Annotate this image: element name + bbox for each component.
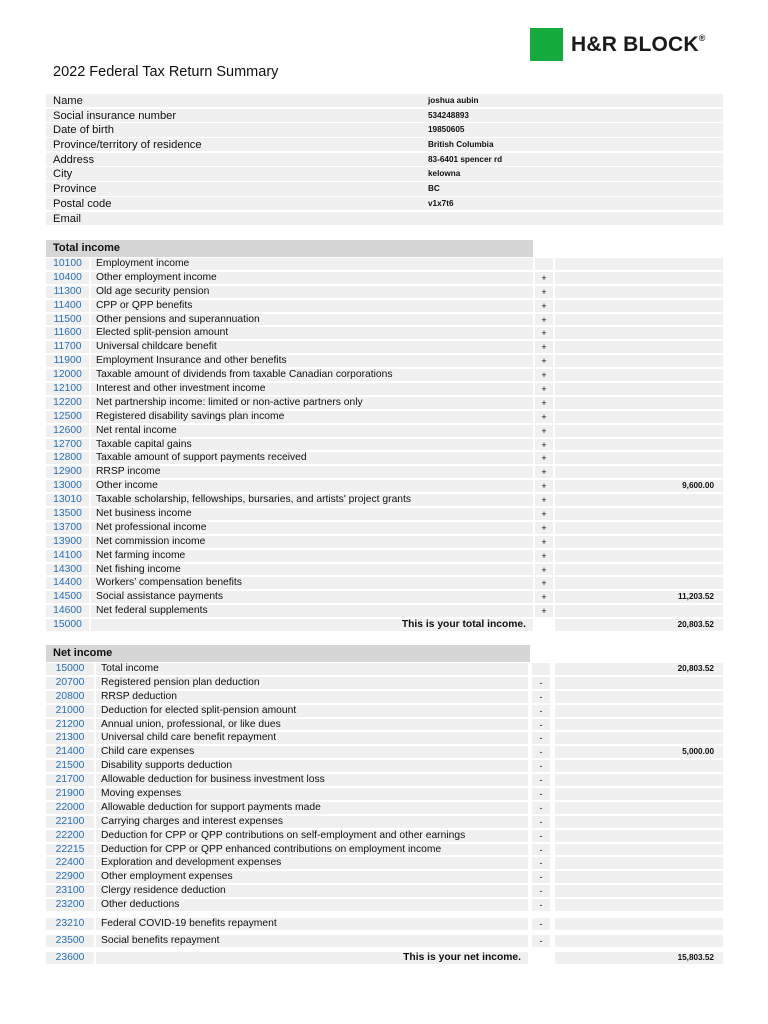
line-operator: + xyxy=(535,466,553,478)
line-operator: + xyxy=(535,508,553,520)
total-amount: 20,803.52 xyxy=(555,619,723,631)
line-code-link[interactable]: 11600 xyxy=(46,327,89,339)
line-operator: - xyxy=(532,918,550,930)
net-income-lines xyxy=(46,662,723,965)
line-description: Social benefits repayment xyxy=(96,935,528,947)
line-item xyxy=(46,590,723,604)
line-code-link[interactable]: 23200 xyxy=(46,899,94,911)
line-description: Taxable amount of support payments received xyxy=(91,452,533,464)
line-operator: - xyxy=(532,899,550,911)
line-description: Taxable scholarship, fellowships, bursaries, and artists' project grants xyxy=(91,494,533,506)
title-year: 2022 xyxy=(53,64,86,80)
net-income-section xyxy=(46,645,723,965)
info-value: 19850605 xyxy=(418,123,723,136)
line-item xyxy=(46,438,723,452)
line-operator: + xyxy=(535,411,553,423)
info-label: Province xyxy=(46,182,423,195)
info-label: Name xyxy=(46,94,423,107)
line-description: Employment income xyxy=(91,258,533,270)
line-amount xyxy=(555,425,723,437)
line-operator: - xyxy=(532,844,550,856)
line-operator: - xyxy=(532,802,550,814)
line-amount xyxy=(555,705,723,717)
info-label: Date of birth xyxy=(46,123,423,136)
title-text: Federal Tax Return Summary xyxy=(89,64,279,80)
line-operator: + xyxy=(535,452,553,464)
line-operator: + xyxy=(535,314,553,326)
line-amount xyxy=(555,691,723,703)
line-operator: - xyxy=(532,871,550,883)
line-amount xyxy=(555,314,723,326)
line-description: Interest and other investment income xyxy=(91,383,533,395)
line-item xyxy=(46,884,723,898)
line-description: Allowable deduction for support payments made xyxy=(96,802,528,814)
line-code-link[interactable]: 22900 xyxy=(46,871,94,883)
line-amount xyxy=(555,802,723,814)
line-code-link[interactable]: 21700 xyxy=(46,774,94,786)
line-amount xyxy=(555,732,723,744)
line-description: RRSP deduction xyxy=(96,691,528,703)
line-amount xyxy=(555,935,723,947)
line-description: Taxable capital gains xyxy=(91,439,533,451)
line-description: Federal COVID-19 benefits repayment xyxy=(96,918,528,930)
line-item xyxy=(46,690,723,704)
line-amount xyxy=(555,760,723,772)
line-operator: - xyxy=(532,816,550,828)
line-description: Other deductions xyxy=(96,899,528,911)
line-code-link[interactable]: 21400 xyxy=(46,746,94,758)
line-amount xyxy=(555,774,723,786)
line-item xyxy=(46,745,723,759)
line-item xyxy=(46,563,723,577)
info-value xyxy=(418,212,723,225)
line-amount xyxy=(555,272,723,284)
line-amount xyxy=(555,605,723,617)
line-description: Old age security pension xyxy=(91,286,533,298)
line-operator: + xyxy=(535,605,553,617)
line-code-link[interactable]: 13500 xyxy=(46,508,89,520)
line-description: Other employment income xyxy=(91,272,533,284)
line-amount xyxy=(555,522,723,534)
info-label: Postal code xyxy=(46,197,423,210)
line-description: Registered disability savings plan income xyxy=(91,411,533,423)
line-amount xyxy=(555,341,723,353)
info-row xyxy=(46,153,723,168)
line-operator: + xyxy=(535,397,553,409)
line-code-link[interactable]: 12500 xyxy=(46,411,89,423)
line-description: Annual union, professional, or like dues xyxy=(96,719,528,731)
line-description: CPP or QPP benefits xyxy=(91,300,533,312)
line-operator: + xyxy=(535,522,553,534)
line-amount xyxy=(555,677,723,689)
line-code-link[interactable]: 20800 xyxy=(46,691,94,703)
line-item xyxy=(46,731,723,745)
line-item xyxy=(46,718,723,732)
info-label: City xyxy=(46,167,423,180)
line-operator: + xyxy=(535,439,553,451)
line-amount xyxy=(555,355,723,367)
line-item xyxy=(46,759,723,773)
line-amount xyxy=(555,494,723,506)
line-operator: + xyxy=(535,591,553,603)
line-code-link[interactable]: 14500 xyxy=(46,591,89,603)
line-description: Carrying charges and interest expenses xyxy=(96,816,528,828)
line-description: Employment Insurance and other benefits xyxy=(91,355,533,367)
total-income-lines xyxy=(46,257,723,632)
line-amount xyxy=(555,286,723,298)
line-amount xyxy=(555,788,723,800)
line-description: RRSP income xyxy=(91,466,533,478)
line-code-link[interactable]: 15000 xyxy=(46,663,94,675)
line-amount xyxy=(555,508,723,520)
info-value: 534248893 xyxy=(418,109,723,122)
line-description: Registered pension plan deduction xyxy=(96,677,528,689)
line-code-link[interactable]: 10400 xyxy=(46,272,89,284)
line-item xyxy=(46,843,723,857)
line-operator: + xyxy=(535,536,553,548)
line-item xyxy=(46,870,723,884)
info-value: joshua aubin xyxy=(418,94,723,107)
line-operator: - xyxy=(532,774,550,786)
total-line xyxy=(46,618,723,632)
line-amount xyxy=(555,452,723,464)
line-amount xyxy=(555,844,723,856)
line-operator: + xyxy=(535,550,553,562)
line-amount: 11,203.52 xyxy=(555,591,723,603)
info-label: Social insurance number xyxy=(46,109,423,122)
line-code-link[interactable]: 21200 xyxy=(46,719,94,731)
line-amount xyxy=(555,411,723,423)
line-code-link[interactable]: 14400 xyxy=(46,577,89,589)
info-value: 83-6401 spencer rd xyxy=(418,153,723,166)
line-operator: + xyxy=(535,272,553,284)
info-row xyxy=(46,109,723,124)
page-title xyxy=(53,64,278,80)
line-amount xyxy=(555,564,723,576)
taxpayer-info xyxy=(46,94,723,226)
line-description: Other income xyxy=(91,480,533,492)
line-operator: - xyxy=(532,732,550,744)
line-description: Disability supports deduction xyxy=(96,760,528,772)
line-operator: + xyxy=(535,300,553,312)
line-amount xyxy=(555,536,723,548)
line-description: Taxable amount of dividends from taxable Canadian corporations xyxy=(91,369,533,381)
line-description: Net commission income xyxy=(91,536,533,548)
total-amount: 15,803.52 xyxy=(555,952,723,964)
line-item xyxy=(46,773,723,787)
line-item xyxy=(46,604,723,618)
line-code-link[interactable]: 21500 xyxy=(46,760,94,772)
line-description: Net fishing income xyxy=(91,564,533,576)
line-item xyxy=(46,396,723,410)
line-item xyxy=(46,801,723,815)
line-code-link[interactable]: 14600 xyxy=(46,605,89,617)
line-description: Net professional income xyxy=(91,522,533,534)
line-operator: - xyxy=(532,885,550,897)
line-item xyxy=(46,424,723,438)
line-amount xyxy=(555,550,723,562)
line-amount xyxy=(555,871,723,883)
line-code-link[interactable]: 22000 xyxy=(46,802,94,814)
line-code-link[interactable]: 13900 xyxy=(46,536,89,548)
line-code-link[interactable]: 13000 xyxy=(46,480,89,492)
line-item xyxy=(46,662,723,676)
line-code-link[interactable]: 22200 xyxy=(46,830,94,842)
line-code-link[interactable]: 12900 xyxy=(46,466,89,478)
line-description: Total income xyxy=(96,663,528,675)
line-code-link[interactable]: 20700 xyxy=(46,677,94,689)
info-label: Email xyxy=(46,212,423,225)
line-code-link[interactable]: 12600 xyxy=(46,425,89,437)
total-description: This is your total income. xyxy=(91,619,533,631)
line-code-link[interactable]: 21000 xyxy=(46,705,94,717)
info-value: British Columbia xyxy=(418,138,723,151)
logo-wordmark: H&R BLOCK® xyxy=(571,32,706,56)
line-operator: + xyxy=(535,564,553,576)
line-code-link[interactable]: 14300 xyxy=(46,564,89,576)
line-item xyxy=(46,787,723,801)
line-amount xyxy=(555,258,723,270)
info-row xyxy=(46,197,723,212)
line-code-link[interactable]: 11300 xyxy=(46,286,89,298)
line-operator xyxy=(535,258,553,270)
line-operator: + xyxy=(535,383,553,395)
line-operator: + xyxy=(535,341,553,353)
hr-block-logo xyxy=(530,28,706,61)
total-income-section xyxy=(46,240,723,632)
line-description: Deduction for CPP or QPP contributions on self-employment and other earnings xyxy=(96,830,528,842)
info-label: Province/territory of residence xyxy=(46,138,423,151)
line-amount xyxy=(555,383,723,395)
line-description: Child care expenses xyxy=(96,746,528,758)
line-description: Workers’ compensation benefits xyxy=(91,577,533,589)
line-operator: - xyxy=(532,719,550,731)
line-operator: - xyxy=(532,760,550,772)
line-code-link[interactable]: 22215 xyxy=(46,844,94,856)
line-item xyxy=(46,285,723,299)
line-amount xyxy=(555,918,723,930)
line-description: Net business income xyxy=(91,508,533,520)
line-code-link[interactable]: 21300 xyxy=(46,732,94,744)
info-row xyxy=(46,212,723,227)
line-item xyxy=(46,340,723,354)
logo-green-square xyxy=(530,28,563,61)
line-code-link[interactable]: 23210 xyxy=(46,918,94,930)
line-code-link[interactable]: 12100 xyxy=(46,383,89,395)
line-item xyxy=(46,368,723,382)
line-operator: - xyxy=(532,691,550,703)
line-operator: + xyxy=(535,480,553,492)
line-item xyxy=(46,257,723,271)
info-value: v1x7t6 xyxy=(418,197,723,210)
line-item xyxy=(46,410,723,424)
line-operator: - xyxy=(532,857,550,869)
line-description: Net federal supplements xyxy=(91,605,533,617)
line-operator: - xyxy=(532,705,550,717)
line-item xyxy=(46,535,723,549)
info-row xyxy=(46,123,723,138)
line-description: Clergy residence deduction xyxy=(96,885,528,897)
line-amount xyxy=(555,719,723,731)
line-code-link[interactable]: 22100 xyxy=(46,816,94,828)
line-code-link[interactable]: 13700 xyxy=(46,522,89,534)
line-amount: 9,600.00 xyxy=(555,480,723,492)
line-item xyxy=(46,934,723,951)
line-operator xyxy=(532,663,550,675)
line-amount: 20,803.52 xyxy=(555,663,723,675)
line-operator: + xyxy=(535,425,553,437)
info-value: kelowna xyxy=(418,167,723,180)
line-operator: + xyxy=(535,369,553,381)
info-value: BC xyxy=(418,182,723,195)
line-amount xyxy=(555,899,723,911)
line-item xyxy=(46,898,723,917)
line-amount xyxy=(555,857,723,869)
line-amount xyxy=(555,369,723,381)
line-code-link[interactable]: 12700 xyxy=(46,439,89,451)
line-description: Moving expenses xyxy=(96,788,528,800)
line-amount xyxy=(555,327,723,339)
line-code-link[interactable]: 10100 xyxy=(46,258,89,270)
line-amount xyxy=(555,439,723,451)
line-amount xyxy=(555,577,723,589)
line-description: Net partnership income: limited or non-active partners only xyxy=(91,397,533,409)
line-item xyxy=(46,271,723,285)
line-code-link[interactable]: 11900 xyxy=(46,355,89,367)
line-code-link[interactable]: 14100 xyxy=(46,550,89,562)
line-code-link[interactable]: 11500 xyxy=(46,314,89,326)
line-operator: + xyxy=(535,494,553,506)
line-code-link[interactable]: 22400 xyxy=(46,857,94,869)
line-amount xyxy=(555,397,723,409)
net-income-heading: Net income xyxy=(46,645,530,662)
line-amount xyxy=(555,300,723,312)
line-item xyxy=(46,507,723,521)
line-operator: - xyxy=(532,677,550,689)
line-operator: - xyxy=(532,935,550,947)
line-item xyxy=(46,704,723,718)
line-code-link[interactable]: 11700 xyxy=(46,341,89,353)
line-code-link[interactable]: 23500 xyxy=(46,935,94,947)
info-row xyxy=(46,167,723,182)
total-income-heading: Total income xyxy=(46,240,533,257)
line-operator: + xyxy=(535,327,553,339)
line-item xyxy=(46,299,723,313)
line-code-link[interactable]: 12000 xyxy=(46,369,89,381)
total-code-link[interactable]: 23600 xyxy=(46,952,94,964)
line-item xyxy=(46,326,723,340)
line-code-link[interactable]: 11400 xyxy=(46,300,89,312)
line-item xyxy=(46,479,723,493)
line-amount xyxy=(555,466,723,478)
info-row xyxy=(46,182,723,197)
line-item xyxy=(46,676,723,690)
line-amount xyxy=(555,885,723,897)
line-description: Allowable deduction for business investment loss xyxy=(96,774,528,786)
line-item xyxy=(46,917,723,934)
line-operator: + xyxy=(535,355,553,367)
line-operator: + xyxy=(535,286,553,298)
line-operator: - xyxy=(532,746,550,758)
line-item xyxy=(46,829,723,843)
line-operator: - xyxy=(532,788,550,800)
line-item xyxy=(46,354,723,368)
line-code-link[interactable]: 12800 xyxy=(46,452,89,464)
line-description: Elected split-pension amount xyxy=(91,327,533,339)
line-item xyxy=(46,313,723,327)
line-item xyxy=(46,493,723,507)
info-label: Address xyxy=(46,153,423,166)
line-operator: + xyxy=(535,577,553,589)
total-code-link[interactable]: 15000 xyxy=(46,619,89,631)
line-item xyxy=(46,451,723,465)
line-description: Net farming income xyxy=(91,550,533,562)
line-item xyxy=(46,465,723,479)
line-code-link[interactable]: 12200 xyxy=(46,397,89,409)
line-description: Exploration and development expenses xyxy=(96,857,528,869)
info-row xyxy=(46,138,723,153)
line-description: Universal childcare benefit xyxy=(91,341,533,353)
line-item xyxy=(46,576,723,590)
line-description: Deduction for elected split-pension amount xyxy=(96,705,528,717)
line-code-link[interactable]: 21900 xyxy=(46,788,94,800)
line-description: Deduction for CPP or QPP enhanced contributions on employment income xyxy=(96,844,528,856)
line-amount: 5,000.00 xyxy=(555,746,723,758)
line-description: Universal child care benefit repayment xyxy=(96,732,528,744)
line-code-link[interactable]: 13010 xyxy=(46,494,89,506)
line-description: Net rental income xyxy=(91,425,533,437)
line-amount xyxy=(555,816,723,828)
line-description: Other employment expenses xyxy=(96,871,528,883)
info-row xyxy=(46,94,723,109)
line-description: Social assistance payments xyxy=(91,591,533,603)
line-item xyxy=(46,856,723,870)
line-amount xyxy=(555,830,723,842)
line-code-link[interactable]: 23100 xyxy=(46,885,94,897)
line-item xyxy=(46,382,723,396)
total-line xyxy=(46,951,723,965)
line-item xyxy=(46,815,723,829)
line-operator: - xyxy=(532,830,550,842)
line-description: Other pensions and superannuation xyxy=(91,314,533,326)
line-item xyxy=(46,549,723,563)
line-item xyxy=(46,521,723,535)
total-description: This is your net income. xyxy=(96,952,528,964)
